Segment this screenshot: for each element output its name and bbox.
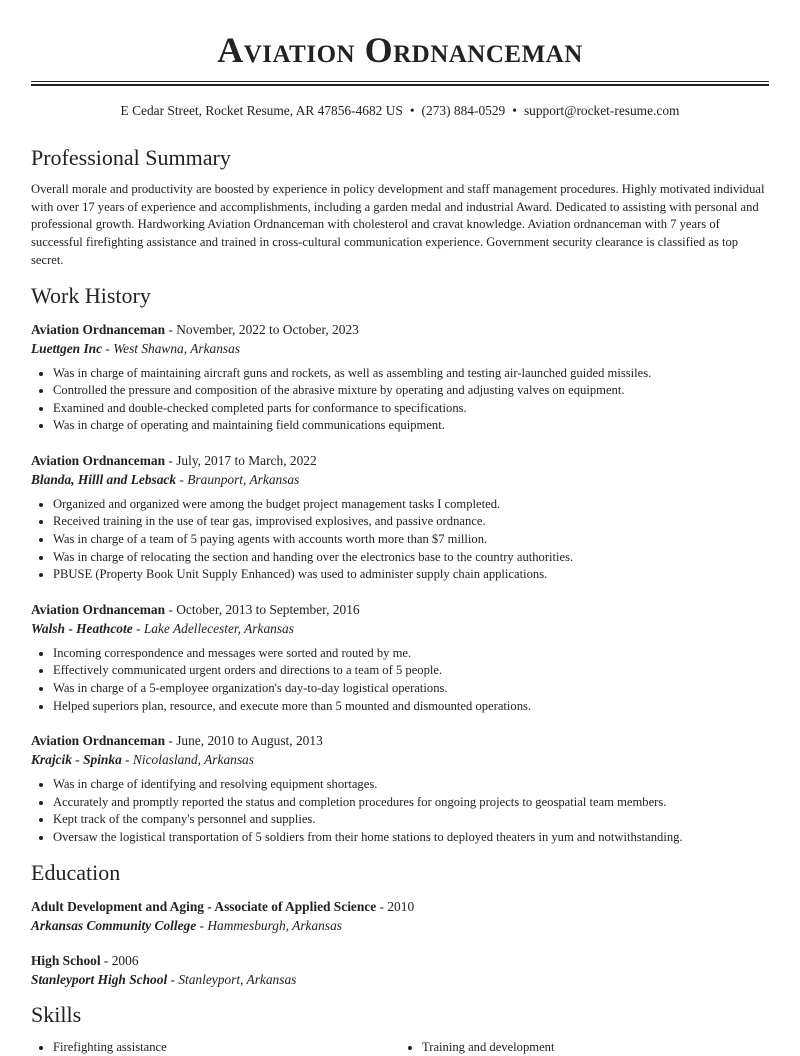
- summary-heading: Professional Summary: [31, 145, 231, 170]
- education-list: [31, 897, 769, 989]
- job-bullet: • Oversaw the logistical transportation of 5 soldiers from their home stations to deployed theaters in yum and notwithstanding.: [53, 829, 769, 847]
- contact-phone: (273) 884-0529: [421, 103, 506, 118]
- education-location: - Stanleyport, Arkansas: [167, 971, 297, 987]
- job-company-line: [31, 339, 769, 358]
- job-bullet: • Incoming correspondence and messages were sorted and routed by me.: [53, 645, 769, 663]
- job-title: Aviation Ordnanceman: [31, 601, 166, 617]
- skills-column-right: [400, 1039, 769, 1056]
- job-location: - West Shawna, Arkansas: [102, 340, 241, 356]
- skill-item: • Training and development: [422, 1039, 769, 1056]
- job-dates: - June, 2010 to August, 2013: [165, 733, 323, 749]
- job-company-line: [31, 750, 769, 769]
- job-title-line: [31, 451, 769, 470]
- education-school-line: [31, 970, 769, 989]
- job-bullet: • Was in charge of identifying and resolving equipment shortages.: [53, 776, 769, 794]
- job-bullet: • PBUSE (Property Book Unit Supply Enhanced) was used to administer supply chain applications.: [53, 566, 769, 584]
- job-title: Aviation Ordnanceman: [31, 452, 166, 468]
- education-entry: [31, 951, 769, 989]
- education-location: - Hammesburgh, Arkansas: [196, 917, 342, 933]
- education-degree: High School: [31, 952, 101, 968]
- job-location: - Nicolasland, Arkansas: [121, 752, 254, 768]
- contact-email: support@rocket-resume.com: [523, 103, 680, 118]
- work-history-heading: Work History: [31, 282, 151, 308]
- job-bullet: • Examined and double-checked completed parts for conformance to specifications.: [53, 400, 769, 418]
- job-company: Luettgen Inc: [31, 340, 103, 356]
- contact-separator: •: [409, 103, 415, 118]
- job-bullet: • Was in charge of relocating the section and handing over the electronics base to the country authorities.: [53, 549, 769, 567]
- education-degree-line: [31, 897, 769, 916]
- education-entry: [31, 897, 769, 935]
- skill-item: • Firefighting assistance: [53, 1039, 400, 1056]
- job-bullet: • Helped superiors plan, resource, and execute more than 5 mounted and dismounted operations.: [53, 698, 769, 716]
- job-bullet: • Was in charge of operating and maintaining field communications equipment.: [53, 417, 769, 435]
- job-bullets: [31, 496, 769, 584]
- summary-text: Overall morale and productivity are boosted by experience in policy development and staff management procedures. Highly motivated individual with over 17 years of experience and accomplishments, including a garden medal and industrial Award. Dedicated to assisting with personal and professional growth. Hardworking Aviation Ordnanceman with cholesterol and cravat knowledge. Aviation ordnanceman with 7 years of successful firefighting assistance and trained in cross-cultural communication experience. Government security clearance is classified as top secret.: [31, 182, 765, 267]
- contact-separator: •: [512, 103, 517, 118]
- resume-name: Aviation Ordnanceman: [217, 30, 583, 70]
- job-title-line: [31, 600, 769, 619]
- job-bullet: • Was in charge of a 5-employee organization's day-to-day logistical operations.: [53, 680, 769, 698]
- job-company-line: [31, 470, 769, 489]
- job-company: Walsh - Heathcote: [31, 620, 133, 636]
- job-title-line: [31, 320, 769, 339]
- education-school: Arkansas Community College: [31, 917, 197, 933]
- job-bullet: • Organized and organized were among the budget project management tasks I completed.: [53, 496, 769, 514]
- skills-column-left: [31, 1039, 400, 1056]
- job-bullet: • Effectively communicated urgent orders and directions to a team of 5 people.: [53, 662, 769, 680]
- job-company: Blanda, Hilll and Lebsack: [31, 471, 177, 487]
- education-year: - 2010: [376, 898, 415, 914]
- education-degree-line: [31, 951, 769, 970]
- job-bullet: • Kept track of the company's personnel and supplies.: [53, 811, 769, 829]
- education-heading: Education: [31, 859, 121, 885]
- job-bullets: [31, 645, 769, 715]
- education-school-line: [31, 916, 769, 935]
- job-bullet: • Was in charge of maintaining aircraft guns and rockets, as well as assembling and testing air-launched guided missiles.: [53, 365, 769, 383]
- job-bullet: • Was in charge of a team of 5 paying agents with accounts worth more than $7 million.: [53, 531, 769, 549]
- skills-list: [31, 1039, 769, 1056]
- job-bullets: [31, 776, 769, 846]
- job-bullet: • Accurately and promptly reported the status and completion procedures for ongoing projects to geospatial team members.: [53, 794, 769, 812]
- job-title-line: [31, 731, 769, 750]
- education-school: Stanleyport High School: [31, 971, 168, 987]
- education-year: - 2006: [100, 952, 139, 968]
- skills-heading: Skills: [31, 1001, 82, 1027]
- job-bullet: • Received training in the use of tear gas, improvised explosives, and passive ordnance.: [53, 513, 769, 531]
- job-bullet: • Controlled the pressure and composition of the abrasive mixture by operating and adjusting valves on equipment.: [53, 382, 769, 400]
- job-entry: [31, 731, 769, 846]
- education-degree: Adult Development and Aging - Associate of Applied Science: [31, 898, 377, 914]
- work-history-list: [31, 320, 769, 847]
- job-entry: [31, 600, 769, 715]
- job-dates: - July, 2017 to March, 2022: [165, 452, 317, 468]
- contact-line: [31, 102, 769, 120]
- job-title: Aviation Ordnanceman: [31, 321, 166, 337]
- job-company: Krajcik - Spinka: [31, 752, 122, 768]
- job-company-line: [31, 619, 769, 638]
- job-title: Aviation Ordnanceman: [31, 733, 166, 749]
- job-dates: - November, 2022 to October, 2023: [165, 321, 359, 337]
- job-entry: [31, 451, 769, 584]
- job-dates: - October, 2013 to September, 2016: [165, 601, 360, 617]
- contact-address: E Cedar Street, Rocket Resume, AR 47856-4682 US: [120, 103, 403, 118]
- job-bullets: [31, 365, 769, 435]
- job-location: - Braunport, Arkansas: [176, 471, 300, 487]
- job-entry: [31, 320, 769, 435]
- job-location: - Lake Adellecester, Arkansas: [132, 620, 294, 636]
- header-double-rule: [31, 81, 769, 86]
